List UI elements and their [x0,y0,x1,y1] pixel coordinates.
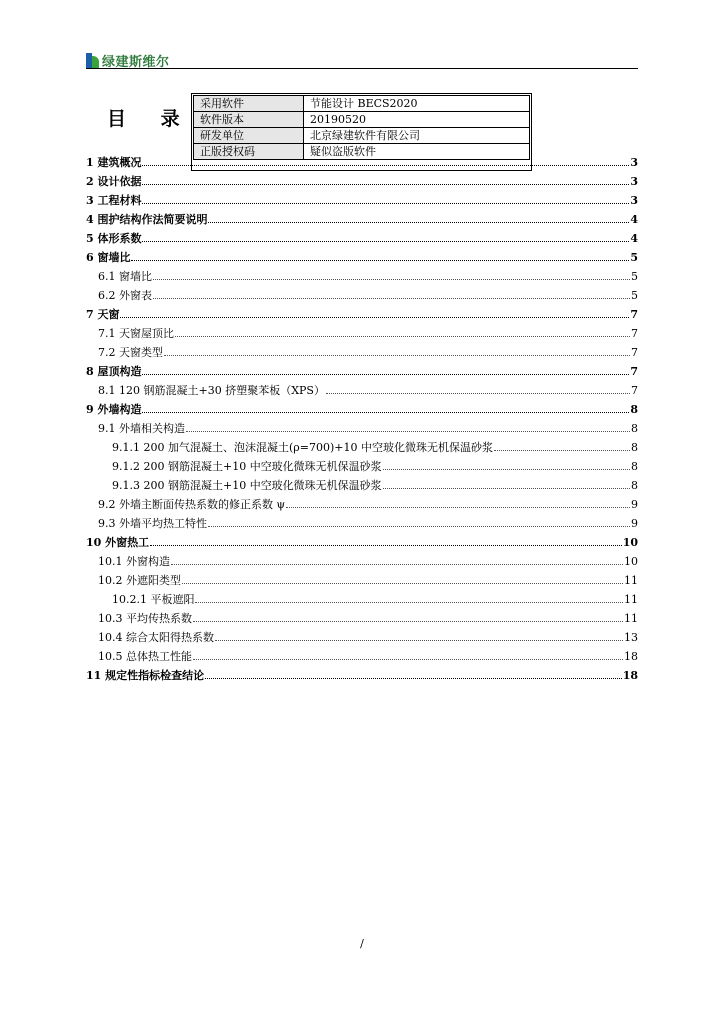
info-row [194,112,530,128]
toc-entry[interactable] [86,213,638,226]
info-value: 节能设计 BECS2020 [304,96,530,112]
toc-entry[interactable] [86,308,638,321]
toc-page-number: 8 [631,460,638,473]
company-logo [86,51,170,69]
toc-entry[interactable] [98,612,638,625]
toc-page-number: 9 [631,498,638,511]
toc-entry-text: 10 外窗热工 [86,536,150,549]
toc-leader [142,203,629,204]
toc-page-number: 10 [624,555,638,568]
toc-entry-text: 10.5 总体热工性能 [98,650,192,663]
toc-page-number: 5 [631,270,638,283]
toc-leader [153,298,630,299]
toc-entry[interactable] [86,156,638,169]
toc-leader [193,659,623,660]
toc-page-number: 18 [624,650,638,663]
toc-entry[interactable] [112,460,638,473]
toc-page-number: 5 [630,251,638,264]
toc-page-number: 11 [624,593,638,606]
info-key: 研发单位 [194,128,304,144]
toc-page-number: 3 [630,156,638,169]
toc-entry[interactable] [86,232,638,245]
toc-entry-text: 9.1 外墙相关构造 [98,422,185,435]
toc-leader [171,564,623,565]
toc-leader [215,640,623,641]
toc-entry-text: 8.1 120 钢筋混凝土+30 挤塑聚苯板（XPS） [98,384,325,397]
toc-entry[interactable] [86,365,638,378]
toc-leader [182,583,623,584]
toc-page-number: 4 [630,213,638,226]
toc-entry-text: 5 体形系数 [86,232,142,245]
software-info-table [193,95,530,160]
info-row [194,96,530,112]
toc-entry-text: 9 外墙构造 [86,403,142,416]
toc-entry[interactable] [98,574,638,587]
toc-entry[interactable] [86,669,638,682]
toc-entry[interactable] [112,479,638,492]
toc-page-number: 7 [631,327,638,340]
toc-page-number: 7 [630,308,638,321]
toc-entry[interactable] [112,441,638,454]
toc-entry-text: 7.2 天窗类型 [98,346,163,359]
toc-leader [208,222,629,223]
toc-entry[interactable] [86,251,638,264]
info-key: 正版授权码 [194,144,304,160]
toc-leader [142,241,629,242]
toc-page-number: 7 [631,384,638,397]
toc-leader [186,431,630,432]
page-footer: / [360,937,364,950]
toc-page-number: 13 [624,631,638,644]
toc-entry[interactable] [98,289,638,302]
toc-entry-text: 10.4 综合太阳得热系数 [98,631,214,644]
toc-page-number: 8 [631,422,638,435]
toc-entry[interactable] [112,593,638,606]
info-row [194,128,530,144]
toc-page-number: 8 [630,403,638,416]
toc-entry[interactable] [86,175,638,188]
toc-entry-text: 4 围护结构作法简要说明 [86,213,208,226]
toc-entry-text: 10.2.1 平板遮阳 [112,593,195,606]
toc-entry-text: 3 工程材料 [86,194,142,207]
toc-entry-text: 6.2 外窗表 [98,289,152,302]
toc-page-number: 10 [622,536,638,549]
info-value: 20190520 [304,112,530,128]
toc-entry[interactable] [86,536,638,549]
toc-entry-text: 10.3 平均传热系数 [98,612,192,625]
toc-page-number: 9 [631,517,638,530]
toc-entry[interactable] [98,270,638,283]
toc-leader [131,260,629,261]
header-rule [86,68,638,69]
toc-leader [153,279,630,280]
toc-entry[interactable] [98,384,638,397]
toc-entry[interactable] [98,650,638,663]
toc-leader [142,374,629,375]
toc-leader [150,545,622,546]
toc-page-number: 4 [630,232,638,245]
toc-entry-text: 10.2 外遮阳类型 [98,574,181,587]
toc-leader [193,621,623,622]
toc-page-number: 3 [630,175,638,188]
toc-entry[interactable] [86,403,638,416]
toc-leader [175,336,630,337]
toc-entry-text: 9.1.2 200 钢筋混凝土+10 中空玻化微珠无机保温砂浆 [112,460,382,473]
toc-entry-text: 2 设计依据 [86,175,142,188]
toc-entry-text: 9.2 外墙主断面传热系数的修正系数 ψ [98,498,286,511]
toc-entry-text: 9.1.3 200 钢筋混凝土+10 中空玻化微珠无机保温砂浆 [112,479,382,492]
toc-entry-text: 7 天窗 [86,308,120,321]
toc-entry-text: 6.1 窗墙比 [98,270,152,283]
toc-entry[interactable] [98,422,638,435]
toc-leader [142,165,629,166]
toc-leader [195,602,623,603]
logo-text: 绿建斯维尔 [102,54,170,70]
toc-leader [383,488,630,489]
info-value: 疑似盗版软件 [304,144,530,160]
toc-leader [383,469,630,470]
toc-entry-text: 9.3 外墙平均热工特性 [98,517,207,530]
toc-page-number: 11 [624,612,638,625]
toc-entry-text: 7.1 天窗屋顶比 [98,327,174,340]
toc-page-number: 8 [631,441,638,454]
toc-page-number: 7 [630,365,638,378]
toc-title: 目 录 [107,108,194,130]
toc-leader [494,450,630,451]
toc-entry[interactable] [98,517,638,530]
toc-page-number: 11 [624,574,638,587]
toc-entry-text: 9.1.1 200 加气混凝土、泡沫混凝土(ρ=700)+10 中空玻化微珠无机保温砂浆 [112,441,493,454]
toc-leader [120,317,629,318]
toc-leader [205,678,622,679]
toc-entry[interactable] [98,346,638,359]
toc-page-number: 5 [631,289,638,302]
logo-icon [86,53,99,68]
info-value: 北京绿建软件有限公司 [304,128,530,144]
info-key: 软件版本 [194,112,304,128]
toc-leader [286,507,630,508]
toc-entry[interactable] [98,498,638,511]
toc-entry-text: 10.1 外窗构造 [98,555,170,568]
toc-entry[interactable] [98,327,638,340]
toc-entry[interactable] [98,631,638,644]
toc-entry-text: 6 窗墙比 [86,251,131,264]
toc-leader [208,526,630,527]
toc-entry[interactable] [98,555,638,568]
toc-leader [142,412,629,413]
toc-leader [326,393,630,394]
toc-entry-text: 11 规定性指标检查结论 [86,669,205,682]
toc-entry-text: 8 屋顶构造 [86,365,142,378]
toc-page-number: 7 [631,346,638,359]
toc-entry[interactable] [86,194,638,207]
toc-entry-text: 1 建筑概况 [86,156,142,169]
toc-page-number: 18 [622,669,638,682]
info-key: 采用软件 [194,96,304,112]
toc-page-number: 8 [631,479,638,492]
toc-leader [142,184,629,185]
toc-page-number: 3 [630,194,638,207]
toc-leader [164,355,630,356]
